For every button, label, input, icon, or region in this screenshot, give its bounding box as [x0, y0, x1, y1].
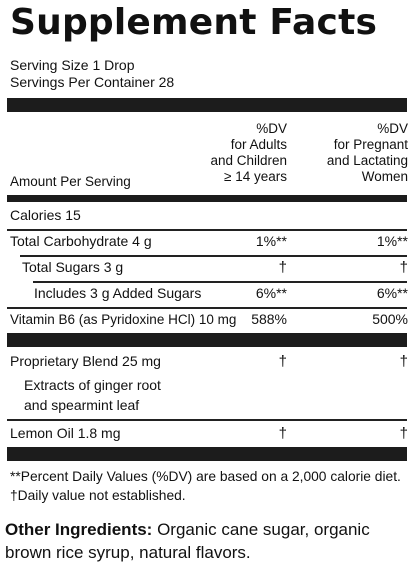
dv-pregnant: 6%**	[376, 285, 408, 301]
row-divider	[7, 307, 407, 309]
row-divider	[20, 255, 407, 257]
col2-header-line4: Women	[361, 169, 408, 184]
thick-divider	[7, 333, 407, 347]
nutrient-label: Includes 3 g Added Sugars	[34, 285, 202, 301]
dv-pregnant: 500%	[372, 311, 408, 327]
dv-pregnant: †	[399, 353, 408, 370]
panel-title: Supplement Facts	[10, 2, 378, 43]
dv-adults: 588%	[251, 311, 287, 327]
dv-adults: 1%**	[255, 233, 287, 249]
dv-pregnant: 1%**	[376, 233, 408, 249]
footnote-dagger: †Daily value not established.	[10, 488, 186, 503]
col2-header-line1: %DV	[377, 121, 408, 136]
dv-adults: †	[278, 425, 287, 442]
other-ingredients-text: Organic cane sugar, organic brown rice syrup, natural flavors.	[5, 520, 370, 562]
blend-ingredient: and spearmint leaf	[24, 397, 140, 413]
row-divider	[7, 229, 407, 231]
serving-size: Serving Size 1 Drop	[10, 57, 135, 73]
dv-pregnant: †	[399, 425, 408, 442]
nutrient-label: Lemon Oil 1.8 mg	[10, 425, 121, 441]
blend-label: Proprietary Blend 25 mg	[10, 353, 161, 369]
col1-header-line1: %DV	[256, 121, 287, 136]
row-divider	[33, 281, 407, 283]
other-ingredients-label: Other Ingredients:	[5, 520, 153, 539]
other-ingredients	[5, 518, 410, 564]
dv-pregnant: †	[399, 259, 408, 276]
col1-header-line4: ≥ 14 years	[224, 169, 287, 184]
amount-per-serving: Amount Per Serving	[10, 174, 131, 189]
dv-adults: †	[278, 259, 287, 276]
nutrient-label: Calories 15	[10, 207, 81, 223]
blend-ingredient: Extracts of ginger root	[24, 377, 161, 393]
thick-divider	[7, 447, 407, 461]
nutrient-label: Total Carbohydrate 4 g	[10, 233, 152, 249]
row-divider	[7, 419, 407, 421]
dv-adults: 6%**	[255, 285, 287, 301]
nutrient-label: Vitamin B6 (as Pyridoxine HCl) 10 mg	[10, 312, 237, 327]
servings-per-container: Servings Per Container 28	[10, 74, 175, 90]
thick-divider	[7, 98, 407, 112]
col1-header-line3: and Children	[210, 153, 287, 168]
medium-divider	[7, 195, 407, 202]
col2-header-line3: and Lactating	[326, 153, 408, 168]
dv-adults: †	[278, 353, 287, 370]
nutrient-label: Total Sugars 3 g	[22, 259, 124, 275]
col1-header-line2: for Adults	[230, 137, 287, 152]
footnote-dv: **Percent Daily Values (%DV) are based on a 2,000 calorie diet.	[10, 469, 401, 484]
col2-header-line2: for Pregnant	[333, 137, 408, 152]
